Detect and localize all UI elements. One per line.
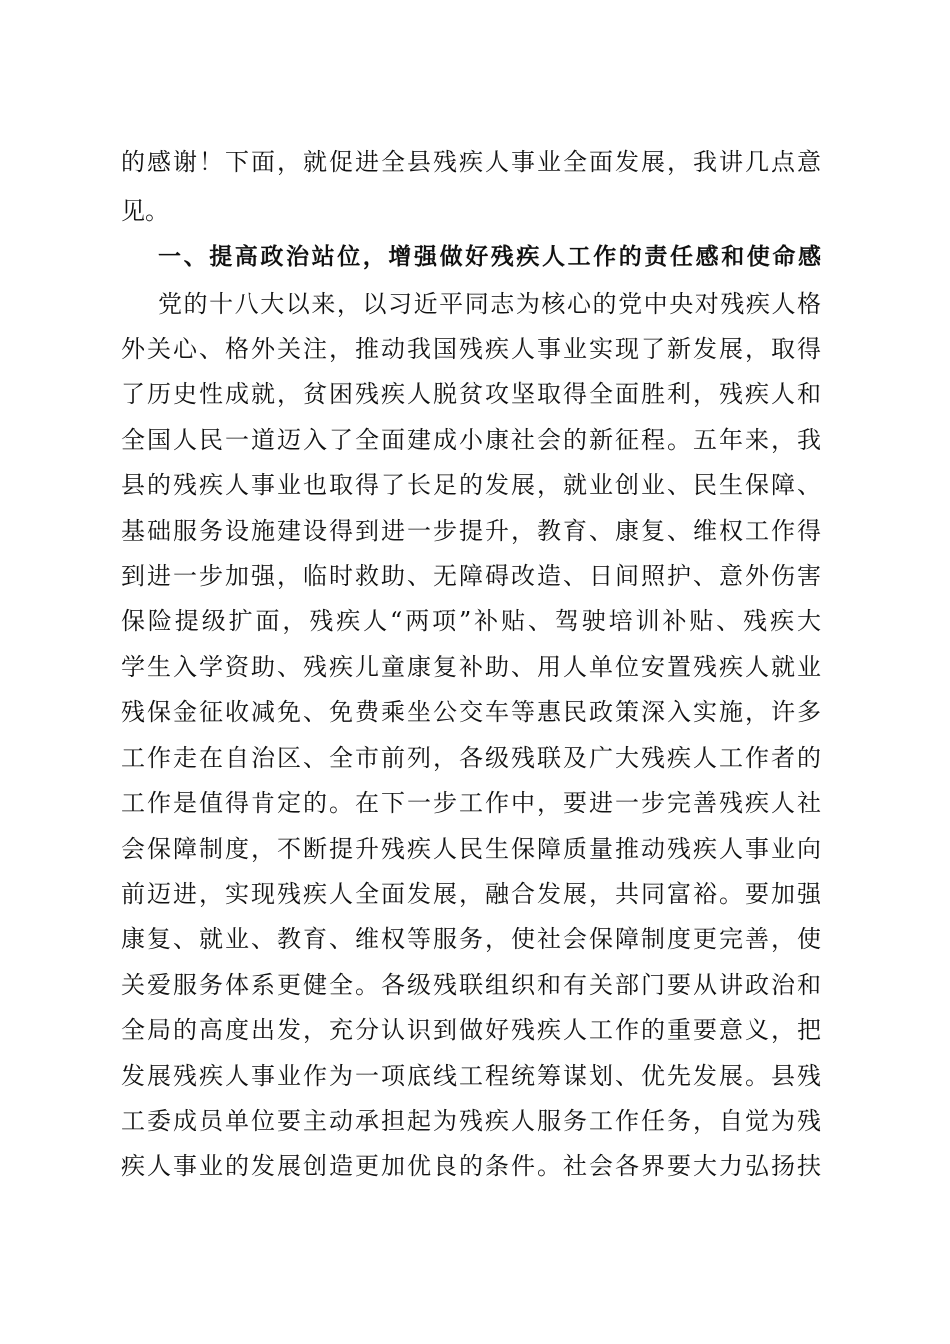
body-line-13: 会保障制度，不断提升残疾人民生保障质量推动残疾人事业向 [121, 835, 821, 863]
body-line-17: 全局的高度出发，充分认识到做好残疾人工作的重要意义，把 [121, 1016, 821, 1044]
body-line-7: 到进一步加强，临时救助、无障碍改造、日间照护、意外伤害 [121, 562, 821, 590]
body-line-4: 全国人民一道迈入了全面建成小康社会的新征程。五年来，我 [121, 426, 821, 454]
section-heading: 一、提高政治站位，增强做好残疾人工作的责任感和使命感 [158, 244, 821, 270]
body-line-15: 康复、就业、教育、维权等服务，使社会保障制度更完善，使 [121, 925, 821, 953]
body-line-1: 党的十八大以来，以习近平同志为核心的党中央对残疾人格 [158, 290, 821, 318]
body-line-5: 县的残疾人事业也取得了长足的发展，就业创业、民生保障、 [121, 471, 821, 499]
body-line-9: 学生入学资助、残疾儿童康复补助、用人单位安置残疾人就业 [121, 653, 821, 681]
body-line-6: 基础服务设施建设得到进一步提升，教育、康复、维权工作得 [121, 517, 821, 545]
body-line-8: 保险提级扩面，残疾人“两项”补贴、驾驶培训补贴、残疾大 [121, 607, 821, 635]
intro-line-2: 见。 [121, 197, 169, 225]
body-line-3: 了历史性成就，贫困残疾人脱贫攻坚取得全面胜利，残疾人和 [121, 380, 821, 408]
body-line-18: 发展残疾人事业作为一项底线工程统筹谋划、优先发展。县残 [121, 1062, 821, 1090]
body-line-20: 疾人事业的发展创造更加优良的条件。社会各界要大力弘扬扶 [121, 1152, 821, 1180]
body-line-10: 残保金征收减免、免费乘坐公交车等惠民政策深入实施，许多 [121, 698, 821, 726]
body-line-12: 工作是值得肯定的。在下一步工作中，要进一步完善残疾人社 [121, 789, 821, 817]
intro-line-1: 的感谢！下面，就促进全县残疾人事业全面发展，我讲几点意 [121, 148, 821, 176]
body-line-14: 前迈进，实现残疾人全面发展，融合发展，共同富裕。要加强 [121, 880, 821, 908]
body-line-2: 外关心、格外关注，推动我国残疾人事业实现了新发展，取得 [121, 335, 821, 363]
body-line-19: 工委成员单位要主动承担起为残疾人服务工作任务，自觉为残 [121, 1107, 821, 1135]
body-line-11: 工作走在自治区、全市前列，各级残联及广大残疾人工作者的 [121, 744, 821, 772]
body-line-16: 关爱服务体系更健全。各级残联组织和有关部门要从讲政治和 [121, 971, 821, 999]
